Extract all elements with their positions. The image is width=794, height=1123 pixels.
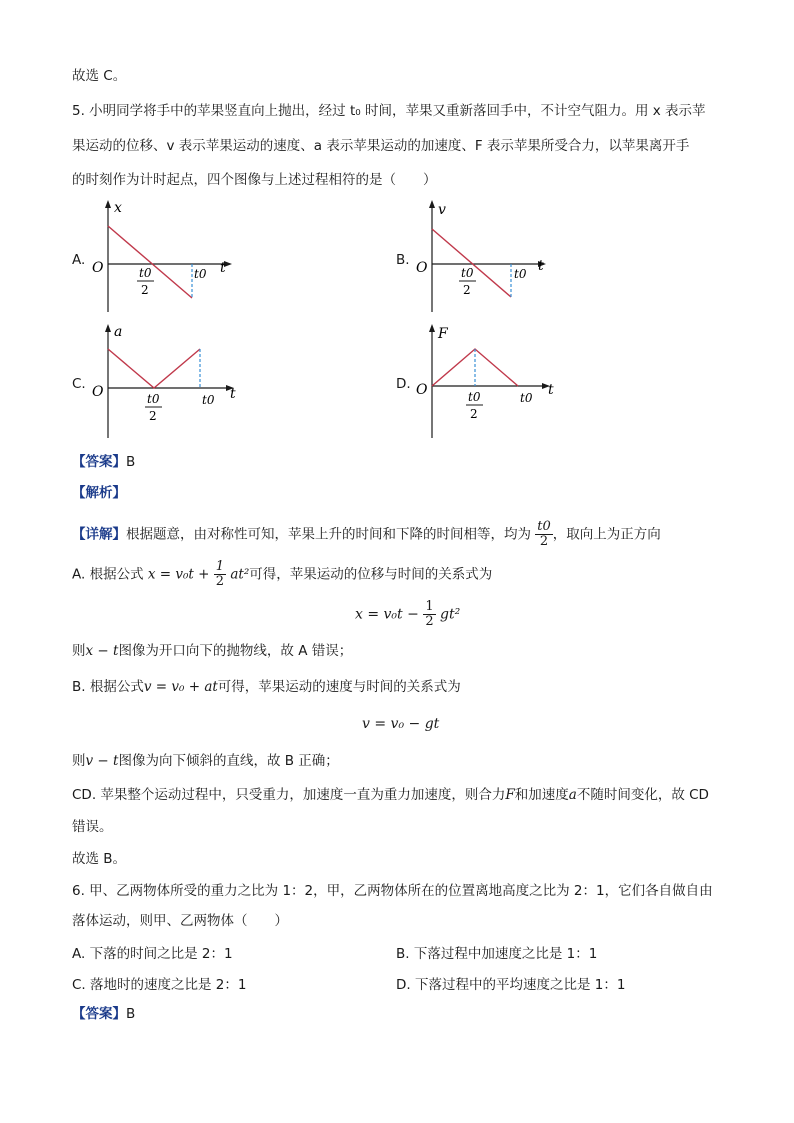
- graph-b-t0: t0: [514, 267, 527, 281]
- graph-a-t-label: t: [220, 260, 226, 276]
- detail-fraction: $\frac{t0}{2}$: [537, 519, 551, 549]
- q5-option-cd-analysis: CD. 苹果整个运动过程中，只受重力，加速度一直为重力加速度，则合力F和加速度a不随时间变化，故 CD: [72, 787, 709, 803]
- graph-a-x-t: [88, 198, 238, 316]
- graph-d-y-label: F: [438, 326, 448, 342]
- graph-b-y-label: v: [438, 202, 446, 218]
- q6-stem-line2: 落体运动，则甲、乙两物体（ ）: [72, 913, 288, 929]
- graph-a-t0: t0: [194, 267, 207, 281]
- q6-stem-line1: 6. 甲、乙两物体所受的重力之比为 1：2，甲，乙两物体所在的位置离地高度之比为 2：1，它们各自做自由: [72, 883, 713, 899]
- graph-d-y-arrow: [429, 324, 435, 332]
- graph-c-half-den: 2: [149, 409, 157, 423]
- q5-detail-line: 【详解】根据题意，由对称性可知，苹果上升的时间和下降的时间相等，均为 $\frac{t0}{2}$ ，取向上为正方向: [72, 519, 661, 549]
- graph-b-y-arrow: [429, 200, 435, 208]
- graph-d-origin: O: [416, 382, 428, 398]
- q5-stem-line1: 5. 小明同学将手中的苹果竖直向上抛出，经过 t₀ 时间，苹果又重新落回手中，不计空气阻力。用 x 表示苹: [72, 103, 706, 119]
- q5-option-b-analysis: B. 根据公式v = v₀ + at可得，苹果运动的速度与时间的关系式为: [72, 679, 461, 695]
- graph-c-curve: [108, 349, 200, 388]
- q6-option-a: A. 下落的时间之比是 2：1: [72, 946, 233, 962]
- graph-a-y-arrow: [105, 200, 111, 208]
- q6-answer: B: [126, 1006, 136, 1022]
- graph-d-t0: t0: [520, 391, 533, 405]
- detail-tag: 【详解】: [72, 526, 126, 543]
- q5-displacement-equation: x = v₀t − $\frac{1}{2}$ gt²: [355, 599, 461, 629]
- q5-option-cd-line2: 错误。: [72, 819, 113, 835]
- q6-option-b: B. 下落过程中加速度之比是 1：1: [396, 946, 598, 962]
- q5-analysis-tag: 【解析】: [72, 485, 126, 501]
- graph-d-option: D.: [396, 376, 411, 392]
- q5-final-answer: 故选 B。: [72, 851, 127, 867]
- graph-c-y-arrow: [105, 324, 111, 332]
- q5-option-b-conclusion: 则v − t图像为向下倾斜的直线，故 B 正确；: [72, 753, 339, 769]
- q6-answer-line: 【答案】B: [72, 1006, 136, 1022]
- q5-answer: B: [126, 454, 136, 470]
- graph-b-t-label: t: [538, 258, 544, 274]
- graph-b-option: B.: [396, 252, 410, 268]
- q5-velocity-equation: v = v₀ − gt: [362, 716, 440, 732]
- q6-option-c: C. 落地时的速度之比是 2：1: [72, 977, 247, 993]
- previous-answer-line: 故选 C。: [72, 68, 127, 84]
- graph-d-t-label: t: [548, 382, 554, 398]
- graph-b-half-den: 2: [463, 283, 471, 297]
- graph-a-half-num: t0: [139, 266, 152, 280]
- graph-a-origin: O: [92, 260, 104, 276]
- q5-option-a-analysis: A. 根据公式 x = v₀t + $\frac{1}{2}$ at²可得，苹果运动的位移与时间的关系式为: [72, 559, 493, 589]
- graph-a-curve: [108, 226, 192, 298]
- graph-b-half-num: t0: [461, 266, 474, 280]
- graph-c-t-label: t: [230, 386, 236, 402]
- graph-c-t0: t0: [202, 393, 215, 407]
- q5-stem-line3: 的时刻作为计时起点，四个图像与上述过程相符的是（ ）: [72, 172, 437, 188]
- q5-answer-line: [72, 452, 135, 472]
- answer-tag: 【答案】: [72, 454, 126, 470]
- graph-c-half-num: t0: [147, 392, 160, 406]
- graph-d-F-t: [412, 322, 572, 442]
- graph-a-y-label: x: [114, 200, 122, 216]
- graph-d-half-den: 2: [470, 407, 478, 421]
- graph-c-a-t: [88, 322, 248, 442]
- graph-c-y-label: a: [114, 324, 123, 340]
- graph-b-curve: [432, 229, 511, 297]
- graph-c-option: C.: [72, 376, 86, 392]
- graph-d-half-num: t0: [468, 390, 481, 404]
- graph-a-option: A.: [72, 252, 86, 268]
- graph-a-half-den: 2: [141, 283, 149, 297]
- a-formula-fraction: $\frac{1}{2}$: [215, 559, 225, 589]
- graph-b-origin: O: [416, 260, 428, 276]
- graph-c-origin: O: [92, 384, 104, 400]
- q5-option-a-conclusion: 则x − t图像为开口向下的抛物线，故 A 错误；: [72, 643, 353, 659]
- q6-option-d: D. 下落过程中的平均速度之比是 1：1: [396, 977, 626, 993]
- q5-stem-line2: 果运动的位移、v 表示苹果运动的速度、a 表示苹果运动的加速度、F 表示苹果所受合力，以苹果离开手: [72, 138, 690, 154]
- graph-b-v-t: [412, 198, 562, 316]
